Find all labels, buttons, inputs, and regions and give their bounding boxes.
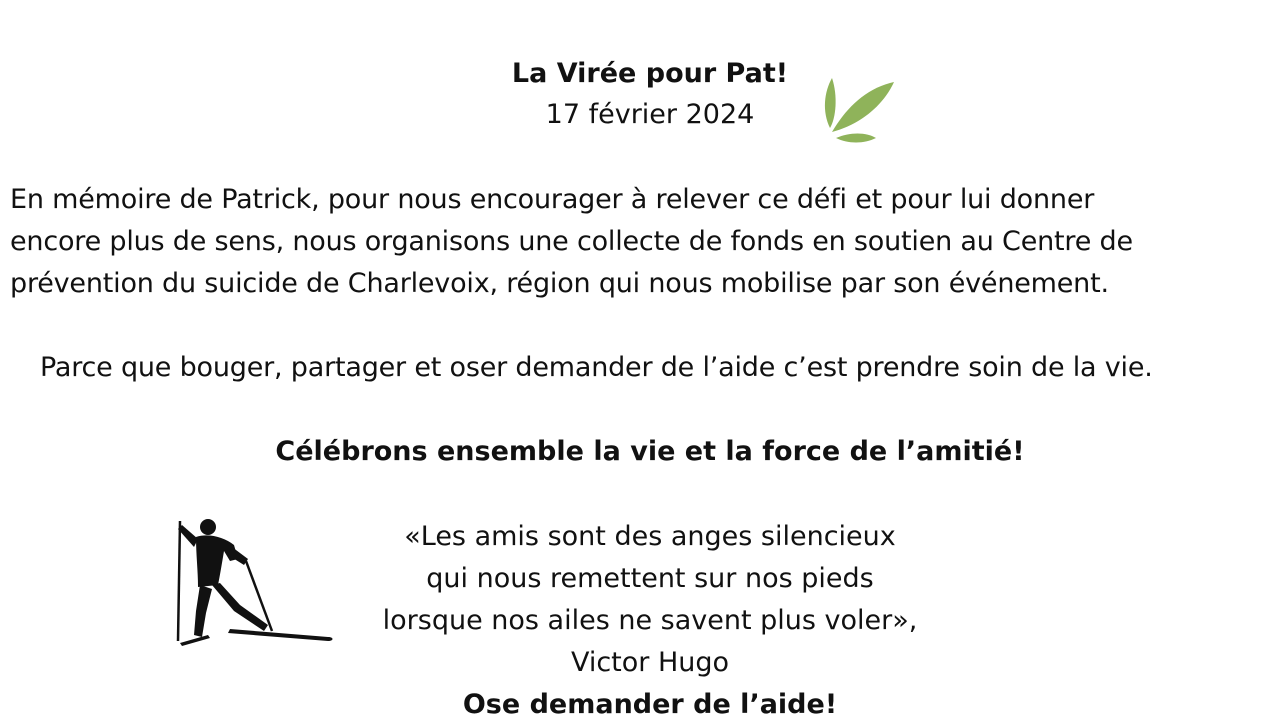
- intro-line-3: prévention du suicide de Charlevoix, région qui nous mobilise par son événement.: [10, 268, 1109, 299]
- intro-line-2: encore plus de sens, nous organisons une collecte de fonds en soutien au Centre de: [10, 226, 1133, 257]
- motto-text: Parce que bouger, partager et oser demander de l’aide c’est prendre soin de la vie.: [40, 352, 1153, 383]
- closing-call: Ose demander de l’aide!: [462, 689, 838, 720]
- quote-line-3: lorsque nos ailes ne savent plus voler»,: [382, 605, 918, 636]
- quote-author: Victor Hugo: [570, 647, 730, 678]
- event-title: La Virée pour Pat!: [511, 58, 789, 89]
- leaf-icon: [822, 70, 898, 146]
- celebrate-heading: Célébrons ensemble la vie et la force de l’amitié!: [275, 436, 1025, 467]
- event-date: 17 février 2024: [545, 99, 755, 130]
- quote-line-2: qui nous remettent sur nos pieds: [426, 563, 874, 594]
- quote-line-1: «Les amis sont des anges silencieux: [404, 521, 896, 552]
- intro-line-1: En mémoire de Patrick, pour nous encourager à relever ce défi et pour lui donner: [10, 184, 1095, 215]
